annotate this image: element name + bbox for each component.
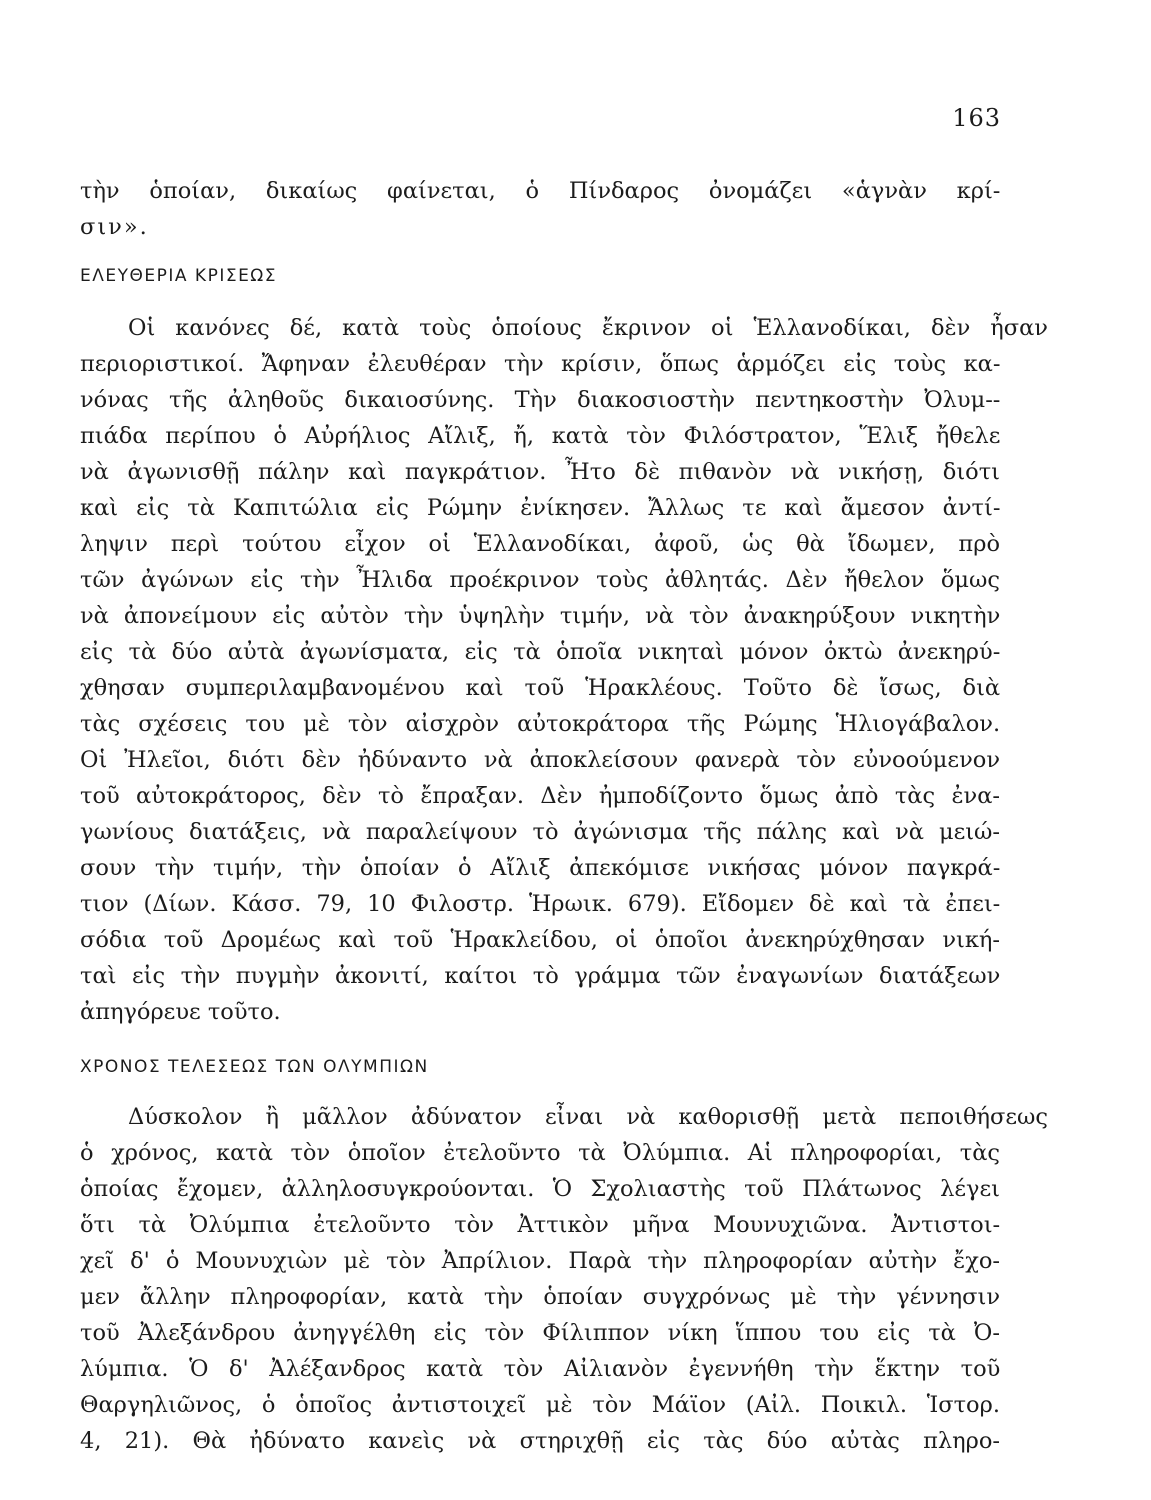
text-line: πιάδα περίπου ὁ Αὐρήλιος Αἴλιξ, ἤ, κατὰ τὸν Φιλόστρατον, Ἕλιξ ἤθελε [80, 423, 1001, 449]
text-line: Θαργηλιῶνος, ὁ ὁποῖος ἀντιστοιχεῖ μὲ τὸν Μάϊον (Αἰλ. Ποικιλ. Ἱστορ. [80, 1392, 1000, 1418]
text-line: λύμπια. Ὁ δ' Ἀλέξανδρος κατὰ τὸν Αἰλιανὸν ἐγεννήθη τὴν ἕκτην τοῦ [80, 1356, 1001, 1382]
text-line: σουν τὴν τιμήν, τὴν ὁποίαν ὁ Αἴλιξ ἀπεκόμισε νικήσας μόνον παγκρά- [80, 855, 1001, 881]
text-line: τὰς σχέσεις του μὲ τὸν αἰσχρὸν αὐτοκράτορα τῆς Ρώμης Ἡλιογάβαλον. [80, 711, 1001, 737]
text-line: Οἱ Ἠλεῖοι, διότι δὲν ἠδύναντο νὰ ἀποκλείσουν φανερὰ τὸν εὐνοούμενον [80, 747, 1000, 773]
text-line: Οἱ κανόνες δέ, κατὰ τοὺς ὁποίους ἔκρινον οἱ Ἑλλανοδίκαι, δὲν ἦσαν [128, 315, 1048, 341]
text-line: ὁ χρόνος, κατὰ τὸν ὁποῖον ἐτελοῦντο τὰ Ὀλύμπια. Αἱ πληροφορίαι, τὰς [80, 1140, 1001, 1166]
text-line: ὁποίας ἔχομεν, ἀλληλοσυγκρούονται. Ὁ Σχολιαστὴς τοῦ Πλάτωνος λέγει [80, 1176, 1000, 1202]
text-line: νόνας τῆς ἀληθοῦς δικαιοσύνης. Τὴν διακοσιοστὴν πεντηκοστὴν Ὀλυμ-- [80, 387, 1001, 413]
text-line: γωνίους διατάξεις, νὰ παραλείψουν τὸ ἀγώνισμα τῆς πάλης καὶ νὰ μειώ- [80, 819, 1000, 845]
text-line: νὰ ἀπονείμουν εἰς αὐτὸν τὴν ὑψηλὴν τιμήν, νὰ τὸν ἀνακηρύξουν νικητὴν [80, 603, 1001, 629]
text-line: σόδια τοῦ Δρομέως καὶ τοῦ Ἡρακλείδου, οἱ ὁποῖοι ἀνεκηρύχθησαν νική- [80, 927, 1000, 953]
text-line: χθησαν συμπεριλαμβανομένου καὶ τοῦ Ἡρακλέους. Τοῦτο δὲ ἴσως, διὰ [80, 675, 1001, 701]
text-line: τοῦ Ἀλεξάνδρου ἀνηγγέλθη εἰς τὸν Φίλιππον νίκη ἵππου του εἰς τὰ Ὀ- [80, 1320, 1000, 1346]
text-line: περιοριστικοί. Ἄφηναν ἐλευθέραν τὴν κρίσιν, ὅπως ἁρμόζει εἰς τοὺς κα- [80, 351, 1001, 377]
text-line: τὴν ὁποίαν, δικαίως φαίνεται, ὁ Πίνδαρος ὀνομάζει «ἁγνὰν κρί- [80, 178, 1001, 204]
text-line: καὶ εἰς τὰ Καπιτώλια εἰς Ρώμην ἐνίκησεν. Ἄλλως τε καὶ ἄμεσον ἀντί- [80, 495, 1001, 521]
text-line: τιον (Δίων. Κάσσ. 79, 10 Φιλοστρ. Ἡρωικ. 679). Εἴδομεν δὲ καὶ τὰ ἐπει- [80, 891, 1001, 917]
text-line: σιν». [80, 214, 149, 240]
section-heading: ΧΡΟΝΟΣ ΤΕΛΕΣΕΩΣ ΤΩΝ ΟΛΥΜΠΙΩΝ [80, 1057, 429, 1077]
text-line: 4, 21). Θὰ ἠδύνατο κανεὶς νὰ στηριχθῇ εἰς τὰς δύο αὐτὰς πληρο- [80, 1428, 1000, 1454]
text-line: ληψιν περὶ τούτου εἶχον οἱ Ἑλλανοδίκαι, ἀφοῦ, ὡς θὰ ἴδωμεν, πρὸ [80, 531, 1000, 557]
text-line: Δύσκολον ἢ μᾶλλον ἀδύνατον εἶναι νὰ καθορισθῇ μετὰ πεποιθήσεως [128, 1104, 1048, 1130]
text-line: νὰ ἀγωνισθῇ πάλην καὶ παγκράτιον. Ἦτο δὲ πιθανὸν νὰ νικήσῃ, διότι [80, 459, 1000, 485]
text-line: ταὶ εἰς τὴν πυγμὴν ἀκονιτί, καίτοι τὸ γράμμα τῶν ἐναγωνίων διατάξεων [80, 963, 1001, 989]
text-line: μεν ἄλλην πληροφορίαν, κατὰ τὴν ὁποίαν συγχρόνως μὲ τὴν γέννησιν [80, 1284, 1000, 1310]
text-line: τῶν ἀγώνων εἰς τὴν Ἦλιδα προέκρινον τοὺς ἀθλητάς. Δὲν ἤθελον ὅμως [80, 567, 1000, 593]
section-heading: ΕΛΕΥΘΕΡΙΑ ΚΡΙΣΕΩΣ [80, 266, 278, 286]
text-line: εἰς τὰ δύο αὐτὰ ἀγωνίσματα, εἰς τὰ ὁποῖα νικηταὶ μόνον ὀκτὼ ἀνεκηρύ- [80, 639, 1001, 665]
text-line: τοῦ αὐτοκράτορος, δὲν τὸ ἔπραξαν. Δὲν ἠμποδίζοντο ὅμως ἀπὸ τὰς ἐνα- [80, 783, 1000, 809]
text-line: ὅτι τὰ Ὀλύμπια ἐτελοῦντο τὸν Ἀττικὸν μῆνα Μουνυχιῶνα. Ἀντιστοι- [80, 1212, 1001, 1238]
page-number: 163 [952, 104, 1001, 132]
text-line: χεῖ δ' ὁ Μουνυχιὼν μὲ τὸν Ἀπρίλιον. Παρὰ τὴν πληροφορίαν αὐτὴν ἔχο- [80, 1248, 1000, 1274]
text-line: ἀπηγόρευε τοῦτο. [80, 999, 281, 1025]
